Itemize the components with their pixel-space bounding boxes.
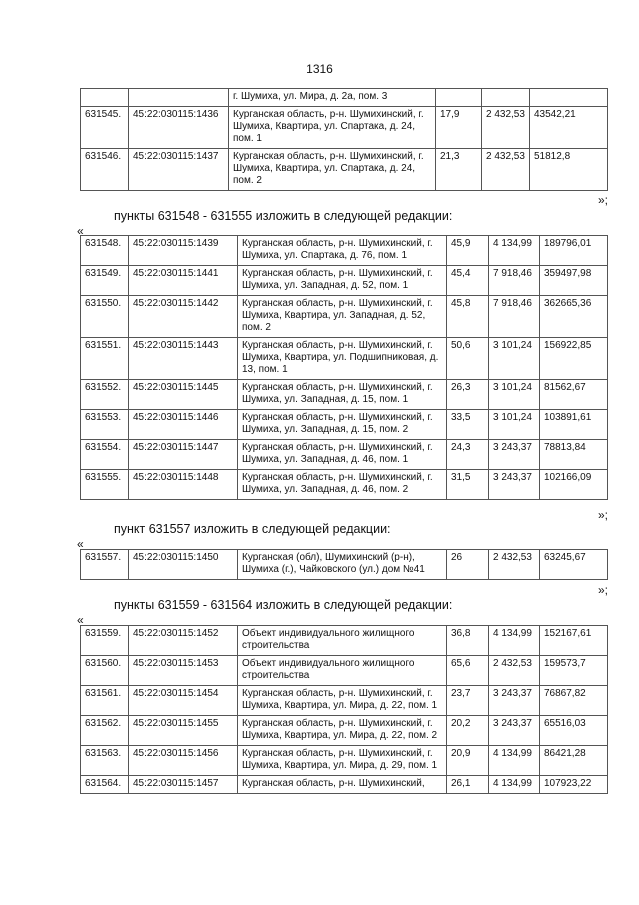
cadastral-number-cell: 45:22:030115:1448 [129, 470, 238, 500]
area-cell: 45,4 [447, 266, 489, 296]
value-cell: 51812,8 [530, 149, 608, 191]
value-cell: 362665,36 [540, 296, 608, 338]
item-number-cell: 631561. [81, 686, 129, 716]
rate-cell: 4 134,99 [489, 776, 540, 794]
table-row [81, 89, 608, 107]
rate-cell: 3 243,37 [489, 686, 540, 716]
area-cell: 50,6 [447, 338, 489, 380]
value-cell: 81562,67 [540, 380, 608, 410]
table-row [81, 716, 608, 746]
table-row [81, 686, 608, 716]
address-cell: г. Шумиха, ул. Мира, д. 2а, пом. 3 [229, 89, 436, 107]
address-cell: Курганская область, р-н. Шумихинский, г. Шумиха, ул. Спартака, д. 76, пом. 1 [238, 236, 447, 266]
cadastral-number-cell: 45:22:030115:1453 [129, 656, 238, 686]
cadastral-number-cell: 45:22:030115:1454 [129, 686, 238, 716]
cadastral-number-cell: 45:22:030115:1439 [129, 236, 238, 266]
address-cell: Курганская область, р-н. Шумихинский, г. Шумиха, ул. Западная, д. 15, пом. 1 [238, 380, 447, 410]
value-cell: 189796,01 [540, 236, 608, 266]
address-cell: Курганская область, р-н. Шумихинский, г. Шумиха, Квартира, ул. Мира, д. 22, пом. 1 [238, 686, 447, 716]
cadastral-number-cell: 45:22:030115:1456 [129, 746, 238, 776]
address-cell: Курганская область, р-н. Шумихинский, г. Шумиха, Квартира, ул. Мира, д. 29, пом. 1 [238, 746, 447, 776]
address-cell: Курганская область, р-н. Шумихинский, г. Шумиха, ул. Западная, д. 15, пом. 2 [238, 410, 447, 440]
area-cell: 20,2 [447, 716, 489, 746]
area-cell: 21,3 [436, 149, 482, 191]
rate-cell: 3 243,37 [489, 440, 540, 470]
address-cell: Курганская область, р-н. Шумихинский, г. Шумиха, ул. Западная, д. 52, пом. 1 [238, 266, 447, 296]
table-row [81, 380, 608, 410]
address-cell: Курганская область, р-н. Шумихинский, г. Шумиха, Квартира, ул. Западная, д. 52, пом. 2 [238, 296, 447, 338]
rate-cell: 3 243,37 [489, 470, 540, 500]
rate-cell: 3 101,24 [489, 380, 540, 410]
area-cell: 20,9 [447, 746, 489, 776]
value-cell: 107923,22 [540, 776, 608, 794]
address-cell: Курганская область, р-н. Шумихинский, г. Шумиха, Квартира, ул. Спартака, д. 24, пом. 1 [229, 107, 436, 149]
table-row [81, 550, 608, 580]
table-row [81, 470, 608, 500]
area-cell: 36,8 [447, 626, 489, 656]
value-cell: 103891,61 [540, 410, 608, 440]
section4-heading: пункты 631559 - 631564 изложить в следующей редакции: [114, 598, 453, 612]
rate-cell: 7 918,46 [489, 296, 540, 338]
value-cell: 65516,03 [540, 716, 608, 746]
table-row [81, 656, 608, 686]
item-number-cell: 631546. [81, 149, 129, 191]
table-row [81, 149, 608, 191]
value-cell: 76867,82 [540, 686, 608, 716]
cadastral-number-cell: 45:22:030115:1436 [129, 107, 229, 149]
cadastral-number-cell: 45:22:030115:1455 [129, 716, 238, 746]
address-cell: Курганская область, р-н. Шумихинский, г. Шумиха, Квартира, ул. Мира, д. 22, пом. 2 [238, 716, 447, 746]
cadastral-number-cell: 45:22:030115:1446 [129, 410, 238, 440]
rate-cell: 4 134,99 [489, 746, 540, 776]
rate-cell [482, 89, 530, 107]
address-cell: Объект индивидуального жилищного строительства [238, 626, 447, 656]
section4-table [80, 625, 608, 794]
rate-cell: 3 101,24 [489, 410, 540, 440]
cadastral-number-cell: 45:22:030115:1441 [129, 266, 238, 296]
address-cell: Курганская область, р-н. Шумихинский, [238, 776, 447, 794]
item-number-cell [81, 89, 129, 107]
address-cell: Объект индивидуального жилищного строительства [238, 656, 447, 686]
rate-cell: 4 134,99 [489, 626, 540, 656]
item-number-cell: 631555. [81, 470, 129, 500]
value-cell: 159573,7 [540, 656, 608, 686]
table-row [81, 338, 608, 380]
value-cell: 156922,85 [540, 338, 608, 380]
rate-cell: 7 918,46 [489, 266, 540, 296]
address-cell: Курганская (обл), Шумихинский (р-н), Шумиха (г.), Чайковского (ул.) дом №41 [238, 550, 447, 580]
area-cell: 31,5 [447, 470, 489, 500]
table-row [81, 626, 608, 656]
table-row [81, 746, 608, 776]
section3-closing-quote: »; [597, 583, 608, 597]
area-cell: 26,3 [447, 380, 489, 410]
value-cell [530, 89, 608, 107]
area-cell: 23,7 [447, 686, 489, 716]
cadastral-number-cell: 45:22:030115:1437 [129, 149, 229, 191]
table-row [81, 296, 608, 338]
cadastral-number-cell: 45:22:030115:1450 [129, 550, 238, 580]
section2-table [80, 235, 608, 500]
area-cell: 24,3 [447, 440, 489, 470]
item-number-cell: 631563. [81, 746, 129, 776]
cadastral-number-cell: 45:22:030115:1442 [129, 296, 238, 338]
cadastral-number-cell: 45:22:030115:1443 [129, 338, 238, 380]
item-number-cell: 631550. [81, 296, 129, 338]
table-row [81, 440, 608, 470]
address-cell: Курганская область, р-н. Шумихинский, г. Шумиха, ул. Западная, д. 46, пом. 2 [238, 470, 447, 500]
item-number-cell: 631557. [81, 550, 129, 580]
area-cell: 45,8 [447, 296, 489, 338]
value-cell: 359497,98 [540, 266, 608, 296]
section3-table [80, 549, 608, 580]
section1-table [80, 88, 608, 191]
item-number-cell: 631554. [81, 440, 129, 470]
item-number-cell: 631549. [81, 266, 129, 296]
area-cell: 26 [447, 550, 489, 580]
rate-cell: 2 432,53 [482, 149, 530, 191]
section3-opening-quote: « [77, 537, 84, 551]
value-cell: 43542,21 [530, 107, 608, 149]
value-cell: 86421,28 [540, 746, 608, 776]
address-cell: Курганская область, р-н. Шумихинский, г. Шумиха, Квартира, ул. Подшипниковая, д. 13, пом. 1 [238, 338, 447, 380]
address-cell: Курганская область, р-н. Шумихинский, г. Шумиха, ул. Западная, д. 46, пом. 1 [238, 440, 447, 470]
area-cell: 45,9 [447, 236, 489, 266]
rate-cell: 2 432,53 [489, 656, 540, 686]
item-number-cell: 631553. [81, 410, 129, 440]
area-cell: 17,9 [436, 107, 482, 149]
section2-closing-quote: »; [597, 508, 608, 522]
rate-cell: 2 432,53 [482, 107, 530, 149]
section2-opening-quote: « [77, 224, 84, 238]
table-row [81, 236, 608, 266]
cadastral-number-cell [129, 89, 229, 107]
cadastral-number-cell: 45:22:030115:1445 [129, 380, 238, 410]
address-cell: Курганская область, р-н. Шумихинский, г. Шумиха, Квартира, ул. Спартака, д. 24, пом. 2 [229, 149, 436, 191]
table-row [81, 410, 608, 440]
item-number-cell: 631560. [81, 656, 129, 686]
area-cell: 65,6 [447, 656, 489, 686]
area-cell: 26,1 [447, 776, 489, 794]
table-row [81, 776, 608, 794]
area-cell: 33,5 [447, 410, 489, 440]
rate-cell: 2 432,53 [489, 550, 540, 580]
value-cell: 78813,84 [540, 440, 608, 470]
value-cell: 152167,61 [540, 626, 608, 656]
area-cell [436, 89, 482, 107]
value-cell: 102166,09 [540, 470, 608, 500]
cadastral-number-cell: 45:22:030115:1457 [129, 776, 238, 794]
item-number-cell: 631545. [81, 107, 129, 149]
section2-heading: пункты 631548 - 631555 изложить в следующей редакции: [114, 209, 453, 223]
page-number: 1316 [306, 62, 333, 76]
cadastral-number-cell: 45:22:030115:1447 [129, 440, 238, 470]
item-number-cell: 631551. [81, 338, 129, 380]
section1-closing-quote: »; [597, 193, 608, 207]
cadastral-number-cell: 45:22:030115:1452 [129, 626, 238, 656]
item-number-cell: 631559. [81, 626, 129, 656]
value-cell: 63245,67 [540, 550, 608, 580]
item-number-cell: 631562. [81, 716, 129, 746]
rate-cell: 3 101,24 [489, 338, 540, 380]
rate-cell: 3 243,37 [489, 716, 540, 746]
section3-heading: пункт 631557 изложить в следующей редакции: [114, 522, 391, 536]
table-row [81, 266, 608, 296]
item-number-cell: 631548. [81, 236, 129, 266]
section4-opening-quote: « [77, 613, 84, 627]
rate-cell: 4 134,99 [489, 236, 540, 266]
item-number-cell: 631564. [81, 776, 129, 794]
item-number-cell: 631552. [81, 380, 129, 410]
table-row [81, 107, 608, 149]
